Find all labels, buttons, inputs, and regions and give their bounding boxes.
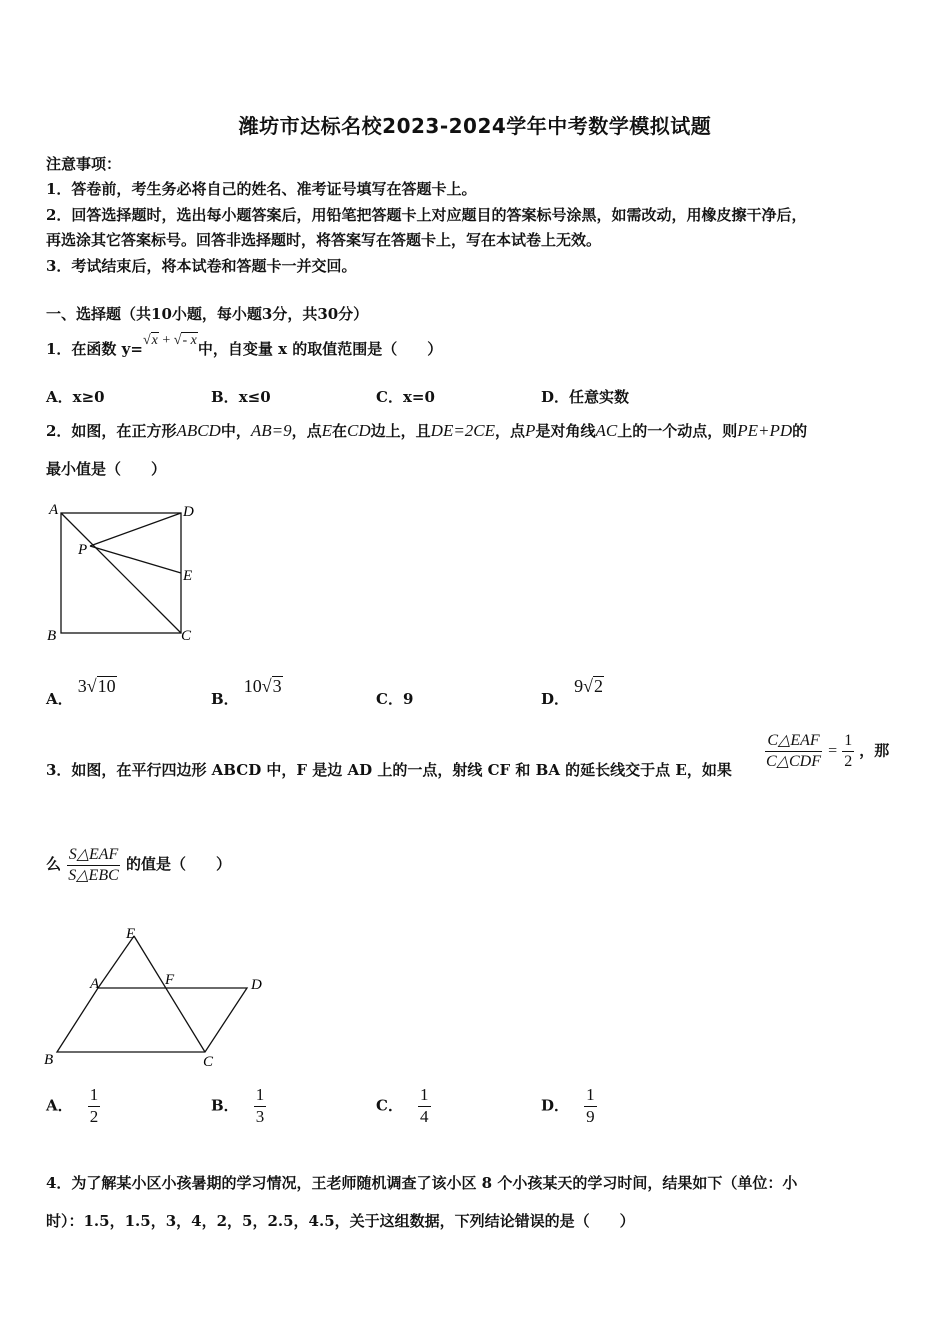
q3-frac-area: $\frac{\text{S△EAF}}{\text{S△EBC}}$ xyxy=(68,846,119,884)
segment-pd xyxy=(90,513,181,546)
q3-option-d: D． $\frac{1}{9}$ xyxy=(541,1085,595,1126)
q1-prefix: 1．在函数 y= xyxy=(46,340,143,358)
q1-radical-expression xyxy=(143,333,198,348)
notes-heading: 注意事项： xyxy=(46,155,122,173)
label-e: E xyxy=(126,926,136,942)
question-4-line-1: 4．为了解某小区小孩暑期的学习情况，王老师随机调查了该小区 8 个小孩某天的学习时间，结果如下（单位：小 xyxy=(46,1174,798,1192)
q3-option-a: A． $\frac{1}{2}$ xyxy=(46,1085,99,1126)
q2-option-a: A． 3√10 xyxy=(46,676,116,708)
diagonal-ac xyxy=(61,513,181,633)
parallelogram-abcd xyxy=(57,988,247,1052)
ray-ec xyxy=(134,936,205,1052)
note-3: 3．考试结束后，将本试卷和答题卡一并交回。 xyxy=(46,257,357,275)
label-a: A xyxy=(49,502,59,518)
q1-radicand-2: - x xyxy=(182,333,197,348)
q3-frac-half: $\frac{1}{2}$ xyxy=(844,732,853,770)
q2-square-figure xyxy=(40,496,210,646)
page-title: 潍坊市达标名校2023-2024学年中考数学模拟试题 xyxy=(238,114,712,138)
sqrt-icon: √ xyxy=(173,333,182,348)
q1-option-a: A．x≥0 xyxy=(46,388,105,406)
label-d: D xyxy=(251,977,262,993)
question-2-line-1: 2．如图，在正方形ABCD中，AB=9，点E在CD边上，且DE=2CE，点P是对角线AC上的一个动点，则PE+PD的 xyxy=(46,421,808,440)
q2-option-d: D． 9√2 xyxy=(541,676,603,708)
label-b: B xyxy=(47,628,57,644)
q2-option-b: B． 10√3 xyxy=(211,676,282,708)
q1-option-c: C．x=0 xyxy=(376,388,435,406)
q1-option-b: B．x≤0 xyxy=(211,388,271,406)
question-3-line-2: 么 $\frac{\text{S△EAF}}{\text{S△EBC}}$ 的值是（ ） xyxy=(46,846,232,884)
label-d: D xyxy=(183,504,194,520)
question-4-line-2: 时）：1.5，1.5，3，4，2，5，2.5，4.5，关于这组数据，下列结论错误的是（ ） xyxy=(46,1212,635,1230)
q1-option-d: D．任意实数 xyxy=(541,388,630,406)
q1-suffix: 中，自变量 x 的取值范围是（ ） xyxy=(197,340,443,358)
question-2-line-2: 最小值是（ ） xyxy=(46,460,167,478)
segment-pe xyxy=(90,546,181,573)
label-a: A xyxy=(90,976,100,992)
q1-radicand-1: x xyxy=(151,333,158,348)
sqrt-icon: √ xyxy=(86,676,97,696)
q3-perimeter-ratio: $\frac{\text{C△EAF}}{\text{C△CDF}}$ = $\frac{1}{2}$ ，那 xyxy=(766,732,890,770)
question-3-line-1: 3．如图，在平行四边形 ABCD 中，F 是边 AD 上的一点，射线 CF 和 BA 的延长线交于点 E，如果 xyxy=(46,761,732,779)
sqrt-icon: √ xyxy=(583,676,593,696)
note-2-line-1: 2．回答选择题时，选出每小题答案后，用铅笔把答题卡上对应题目的答案标号涂黑，如需改动，用橡皮擦干净后， xyxy=(46,206,807,224)
label-f: F xyxy=(165,972,175,988)
question-1 xyxy=(46,333,443,359)
label-c: C xyxy=(203,1054,214,1070)
label-c: C xyxy=(181,628,192,644)
label-p: P xyxy=(78,542,88,558)
q1-plus: + xyxy=(162,333,171,348)
note-2-line-2: 再选涂其它答案标号。回答非选择题时，将答案写在答题卡上，写在本试卷上无效。 xyxy=(46,231,602,249)
q2-option-c: C．9 xyxy=(376,690,414,708)
section-heading: 一、选择题（共10小题，每小题3分，共30分） xyxy=(46,305,369,323)
q3-option-b: B． $\frac{1}{3}$ xyxy=(211,1085,265,1126)
label-e: E xyxy=(183,568,193,584)
label-b: B xyxy=(44,1052,54,1068)
q3-option-c: C． $\frac{1}{4}$ xyxy=(376,1085,429,1126)
sqrt-icon: √ xyxy=(142,333,151,348)
q3-parallelogram-figure xyxy=(40,922,275,1072)
q3-frac-perimeter: $\frac{\text{C△EAF}}{\text{C△CDF}}$ xyxy=(766,732,821,770)
note-1: 1．答卷前，考生务必将自己的姓名、准考证号填写在答题卡上。 xyxy=(46,180,477,198)
extension-ae xyxy=(98,936,134,988)
sqrt-icon: √ xyxy=(261,676,272,696)
